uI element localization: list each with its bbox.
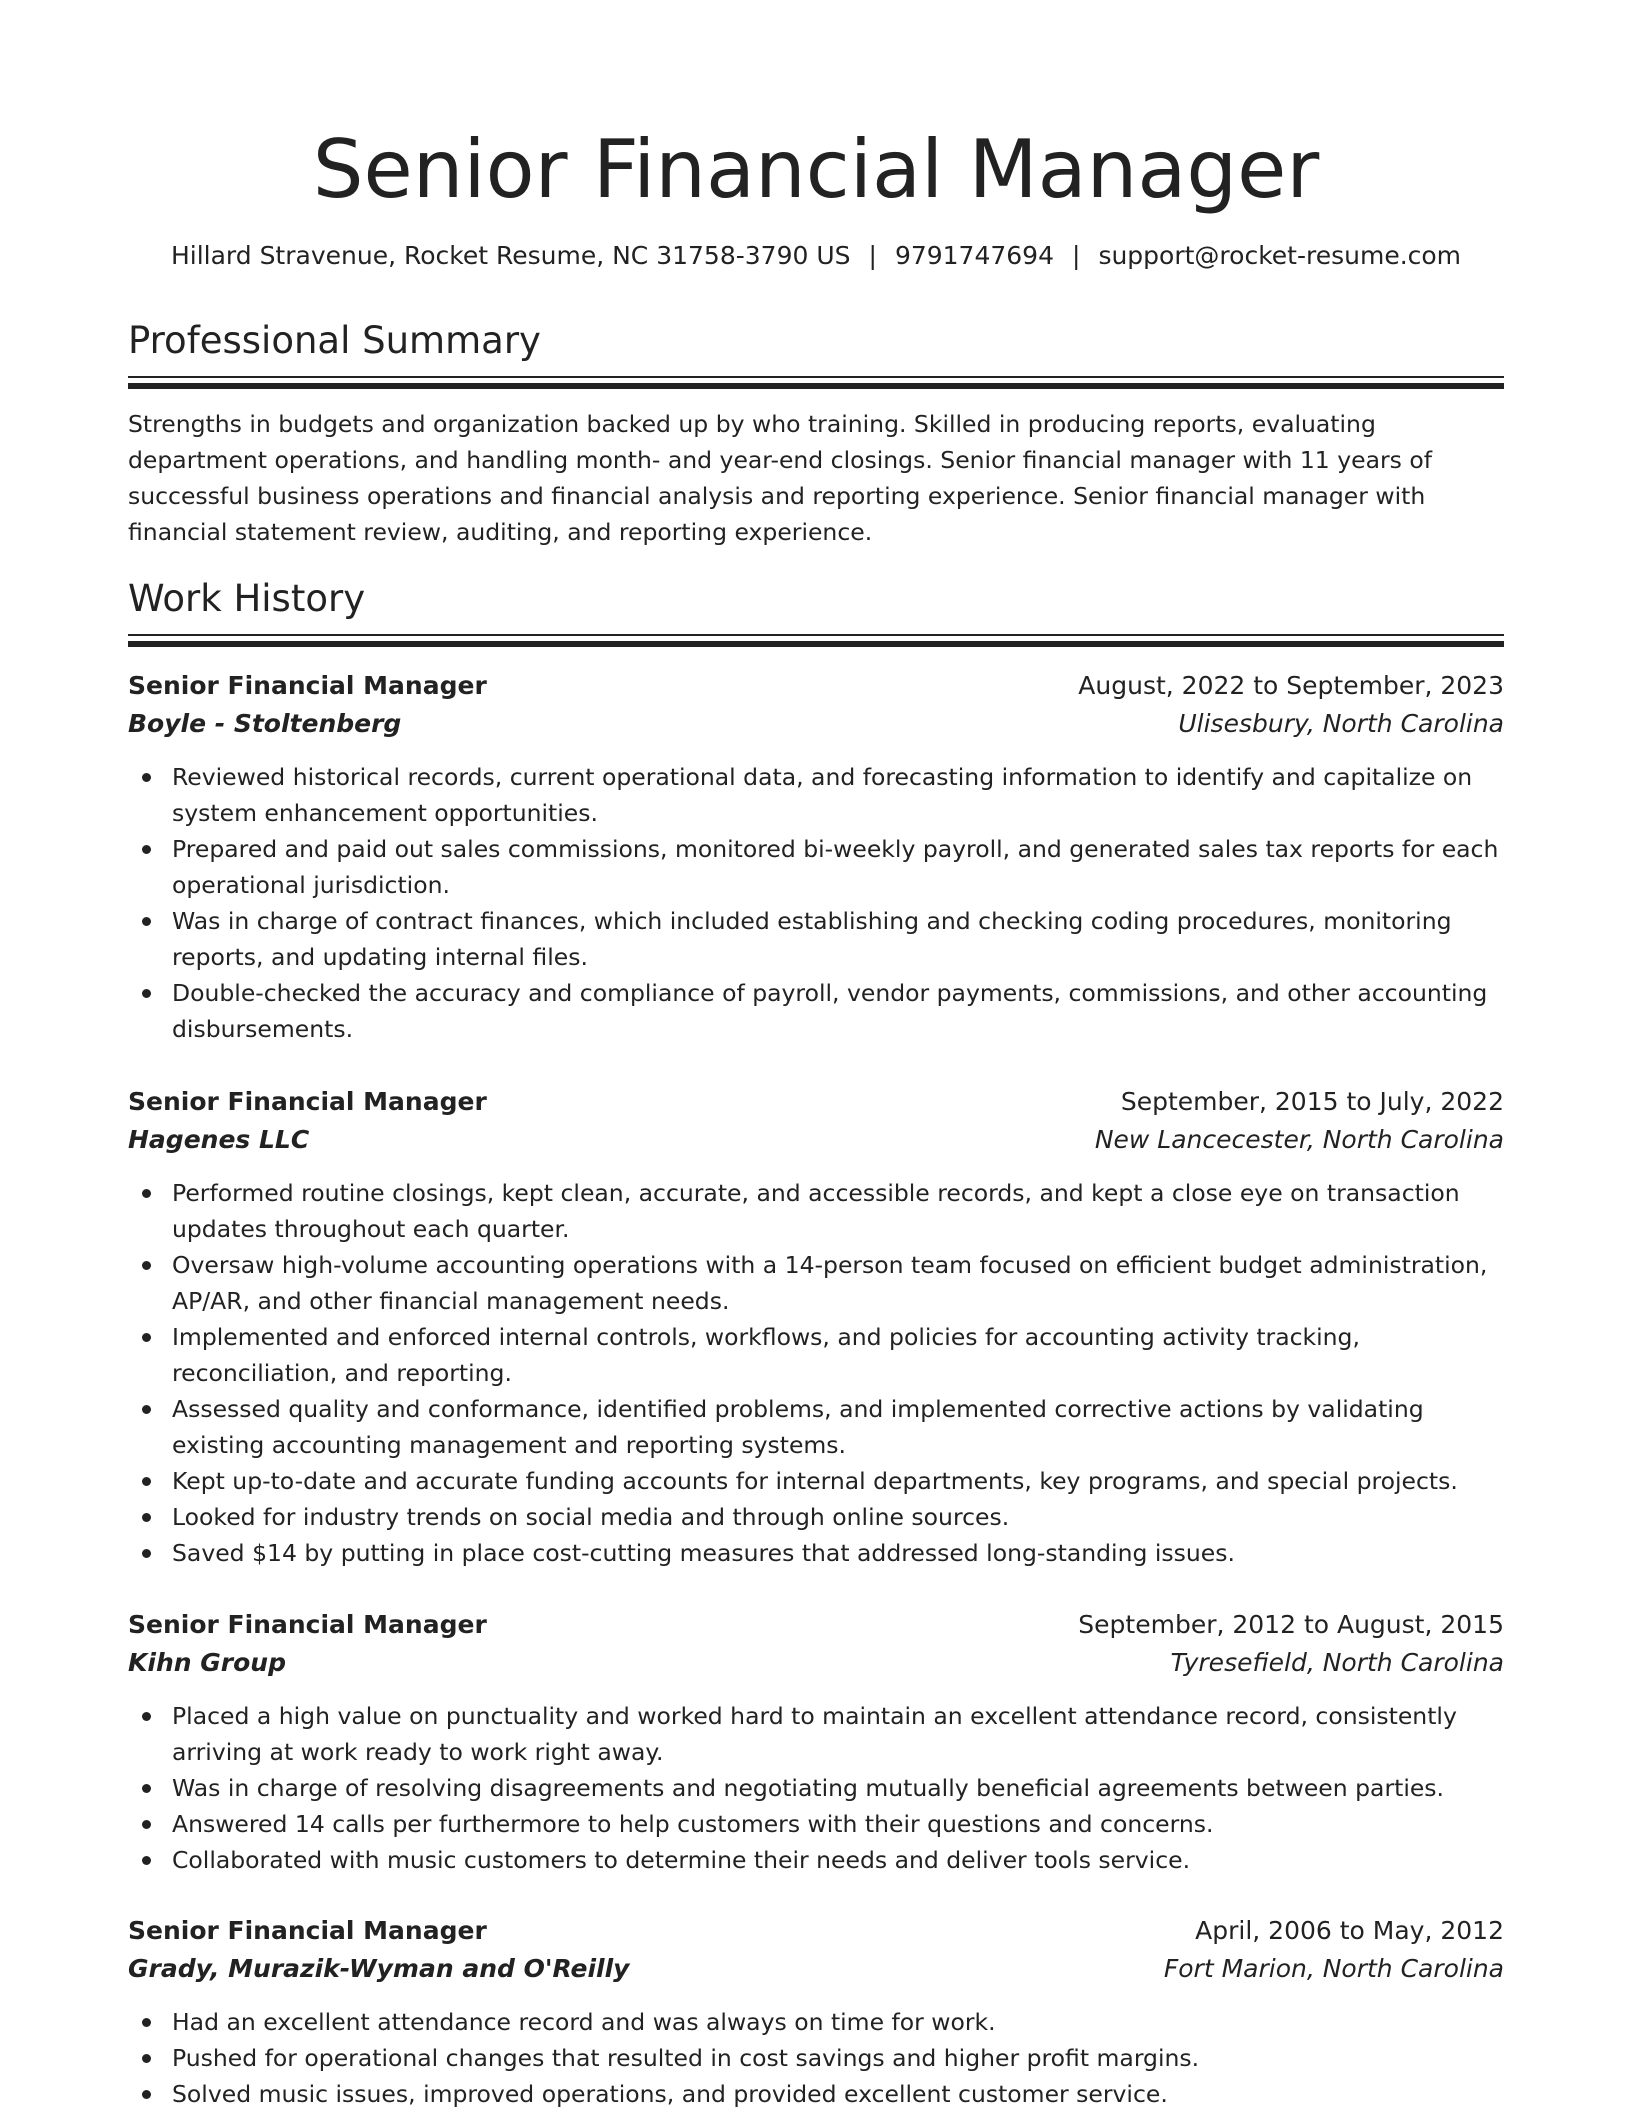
job-location: Tyresefield, North Carolina	[1170, 1648, 1504, 1677]
bullet-item	[128, 1806, 1504, 1842]
contact-phone: 9791747694	[894, 241, 1054, 270]
bullet-dot-icon	[142, 1513, 151, 1522]
bullet-text: Oversaw high-volume accounting operations with a 14-person team focused on efficient budget administration, AP/AR, and other financial management needs.	[172, 1251, 1488, 1315]
bullet-item	[128, 1842, 1504, 1878]
bullet-text: Kept up-to-date and accurate funding accounts for internal departments, key programs, and special projects.	[172, 1467, 1458, 1495]
job-company-row	[128, 1950, 1504, 1988]
bullet-text: Pushed for operational changes that resulted in cost savings and higher profit margins.	[172, 2044, 1200, 2072]
bullet-dot-icon	[142, 1405, 151, 1414]
bullet-text: Placed a high value on punctuality and worked hard to maintain an excellent attendance record, consistently arriving at work ready to work right away.	[172, 1702, 1457, 1766]
job-entry	[128, 1606, 1504, 1878]
bullet-text: Implemented and enforced internal controls, workflows, and policies for accounting activity tracking, reconciliation, and reporting.	[172, 1323, 1360, 1387]
bullet-dot-icon	[142, 1820, 151, 1829]
job-title: Senior Financial Manager	[128, 1610, 487, 1639]
bullet-dot-icon	[142, 1784, 151, 1793]
section-divider-thin	[128, 376, 1504, 378]
bullet-dot-icon	[142, 1477, 151, 1486]
work-history-heading: Work History	[128, 577, 366, 620]
bullet-item	[128, 1535, 1504, 1571]
bullet-text: Performed routine closings, kept clean, accurate, and accessible records, and kept a close eye on transaction updates throughout each quarter.	[172, 1179, 1460, 1243]
contact-separator: |	[1072, 241, 1081, 270]
job-header-row	[128, 667, 1504, 705]
bullet-text: Saved $14 by putting in place cost-cutting measures that addressed long-standing issues.	[172, 1539, 1235, 1567]
bullet-dot-icon	[142, 2018, 151, 2027]
job-bullet-list	[128, 759, 1504, 1047]
summary-heading: Professional Summary	[128, 319, 541, 362]
bullet-dot-icon	[142, 989, 151, 998]
bullet-item	[128, 903, 1504, 975]
contact-address: Hillard Stravenue, Rocket Resume, NC 31758-3790 US	[170, 241, 851, 270]
job-company-row	[128, 1121, 1504, 1159]
bullet-text: Answered 14 calls per furthermore to help customers with their questions and concerns.	[172, 1810, 1214, 1838]
bullet-text: Looked for industry trends on social media and through online sources.	[172, 1503, 1010, 1531]
bullet-text: Solved music issues, improved operations, and provided excellent customer service.	[172, 2080, 1168, 2108]
summary-section-header	[128, 316, 1504, 389]
bullet-text: Was in charge of resolving disagreements and negotiating mutually beneficial agreements between parties.	[172, 1774, 1445, 1802]
bullet-dot-icon	[142, 1261, 151, 1270]
bullet-dot-icon	[142, 845, 151, 854]
bullet-item	[128, 1499, 1504, 1535]
section-divider-thin	[128, 634, 1504, 636]
job-bullet-list	[128, 2004, 1504, 2112]
job-bullet-list	[128, 1175, 1504, 1571]
section-divider-thick	[128, 383, 1504, 389]
bullet-text: Prepared and paid out sales commissions, monitored bi-weekly payroll, and generated sales tax reports for each operational jurisdiction.	[172, 835, 1499, 899]
bullet-item	[128, 1175, 1504, 1247]
job-company: Kihn Group	[128, 1648, 286, 1677]
bullet-dot-icon	[142, 1549, 151, 1558]
bullet-text: Collaborated with music customers to determine their needs and deliver tools service.	[172, 1846, 1191, 1874]
bullet-item	[128, 1319, 1504, 1391]
job-title: Senior Financial Manager	[128, 1916, 487, 1945]
bullet-item	[128, 2004, 1504, 2040]
bullet-dot-icon	[142, 1856, 151, 1865]
job-company: Grady, Murazik-Wyman and O'Reilly	[128, 1954, 630, 1983]
job-entry	[128, 1912, 1504, 2112]
work-history-section-header	[128, 574, 1504, 647]
bullet-dot-icon	[142, 1712, 151, 1721]
resume-title: Senior Financial Manager	[312, 123, 1320, 216]
contact-email: support@rocket-resume.com	[1098, 241, 1462, 270]
job-dates: April, 2006 to May, 2012	[1195, 1916, 1504, 1945]
summary-text: Strengths in budgets and organization backed up by who training. Skilled in producing reports, evaluating department operations, and handling month- and year-end closings. Senior financial manager with 11 years of successful business operations and financial analysis and reporting experience. Senior financial manager with financial statement review, auditing, and reporting experience.	[128, 410, 1433, 546]
bullet-item	[128, 1391, 1504, 1463]
job-header-row	[128, 1606, 1504, 1644]
bullet-text: Had an excellent attendance record and was always on time for work.	[172, 2008, 996, 2036]
bullet-dot-icon	[142, 2090, 151, 2099]
job-bullet-list	[128, 1698, 1504, 1878]
bullet-dot-icon	[142, 2054, 151, 2063]
bullet-item	[128, 1698, 1504, 1770]
bullet-dot-icon	[142, 773, 151, 782]
bullet-item	[128, 831, 1504, 903]
bullet-text: Reviewed historical records, current operational data, and forecasting information to identify and capitalize on system enhancement opportunities.	[172, 763, 1473, 827]
contact-separator: |	[868, 241, 877, 270]
section-divider-thick	[128, 641, 1504, 647]
job-dates: August, 2022 to September, 2023	[1078, 671, 1504, 700]
job-location: Ulisesbury, North Carolina	[1178, 709, 1504, 738]
bullet-text: Assessed quality and conformance, identified problems, and implemented corrective actions by validating existing accounting management and reporting systems.	[172, 1395, 1424, 1459]
contact-line	[128, 238, 1504, 274]
bullet-dot-icon	[142, 917, 151, 926]
bullet-dot-icon	[142, 1189, 151, 1198]
bullet-dot-icon	[142, 1333, 151, 1342]
bullet-item	[128, 975, 1504, 1047]
job-header-row	[128, 1912, 1504, 1950]
job-entry	[128, 667, 1504, 1047]
bullet-item	[128, 2040, 1504, 2076]
bullet-item	[128, 2076, 1504, 2112]
bullet-item	[128, 1770, 1504, 1806]
bullet-text: Double-checked the accuracy and compliance of payroll, vendor payments, commissions, and other accounting disbursements.	[172, 979, 1488, 1043]
job-title: Senior Financial Manager	[128, 1087, 487, 1116]
job-company-row	[128, 1644, 1504, 1682]
job-company: Boyle - Stoltenberg	[128, 709, 402, 738]
job-location: Fort Marion, North Carolina	[1163, 1954, 1504, 1983]
job-dates: September, 2012 to August, 2015	[1078, 1610, 1504, 1639]
bullet-item	[128, 1247, 1504, 1319]
job-entry	[128, 1083, 1504, 1571]
bullet-item	[128, 759, 1504, 831]
job-dates: September, 2015 to July, 2022	[1120, 1087, 1504, 1116]
job-company-row	[128, 705, 1504, 743]
job-title: Senior Financial Manager	[128, 671, 487, 700]
job-company: Hagenes LLC	[128, 1125, 310, 1154]
job-header-row	[128, 1083, 1504, 1121]
job-location: New Lancecester, North Carolina	[1094, 1125, 1504, 1154]
bullet-item	[128, 1463, 1504, 1499]
bullet-text: Was in charge of contract finances, which included establishing and checking coding procedures, monitoring reports, and updating internal files.	[172, 907, 1452, 971]
